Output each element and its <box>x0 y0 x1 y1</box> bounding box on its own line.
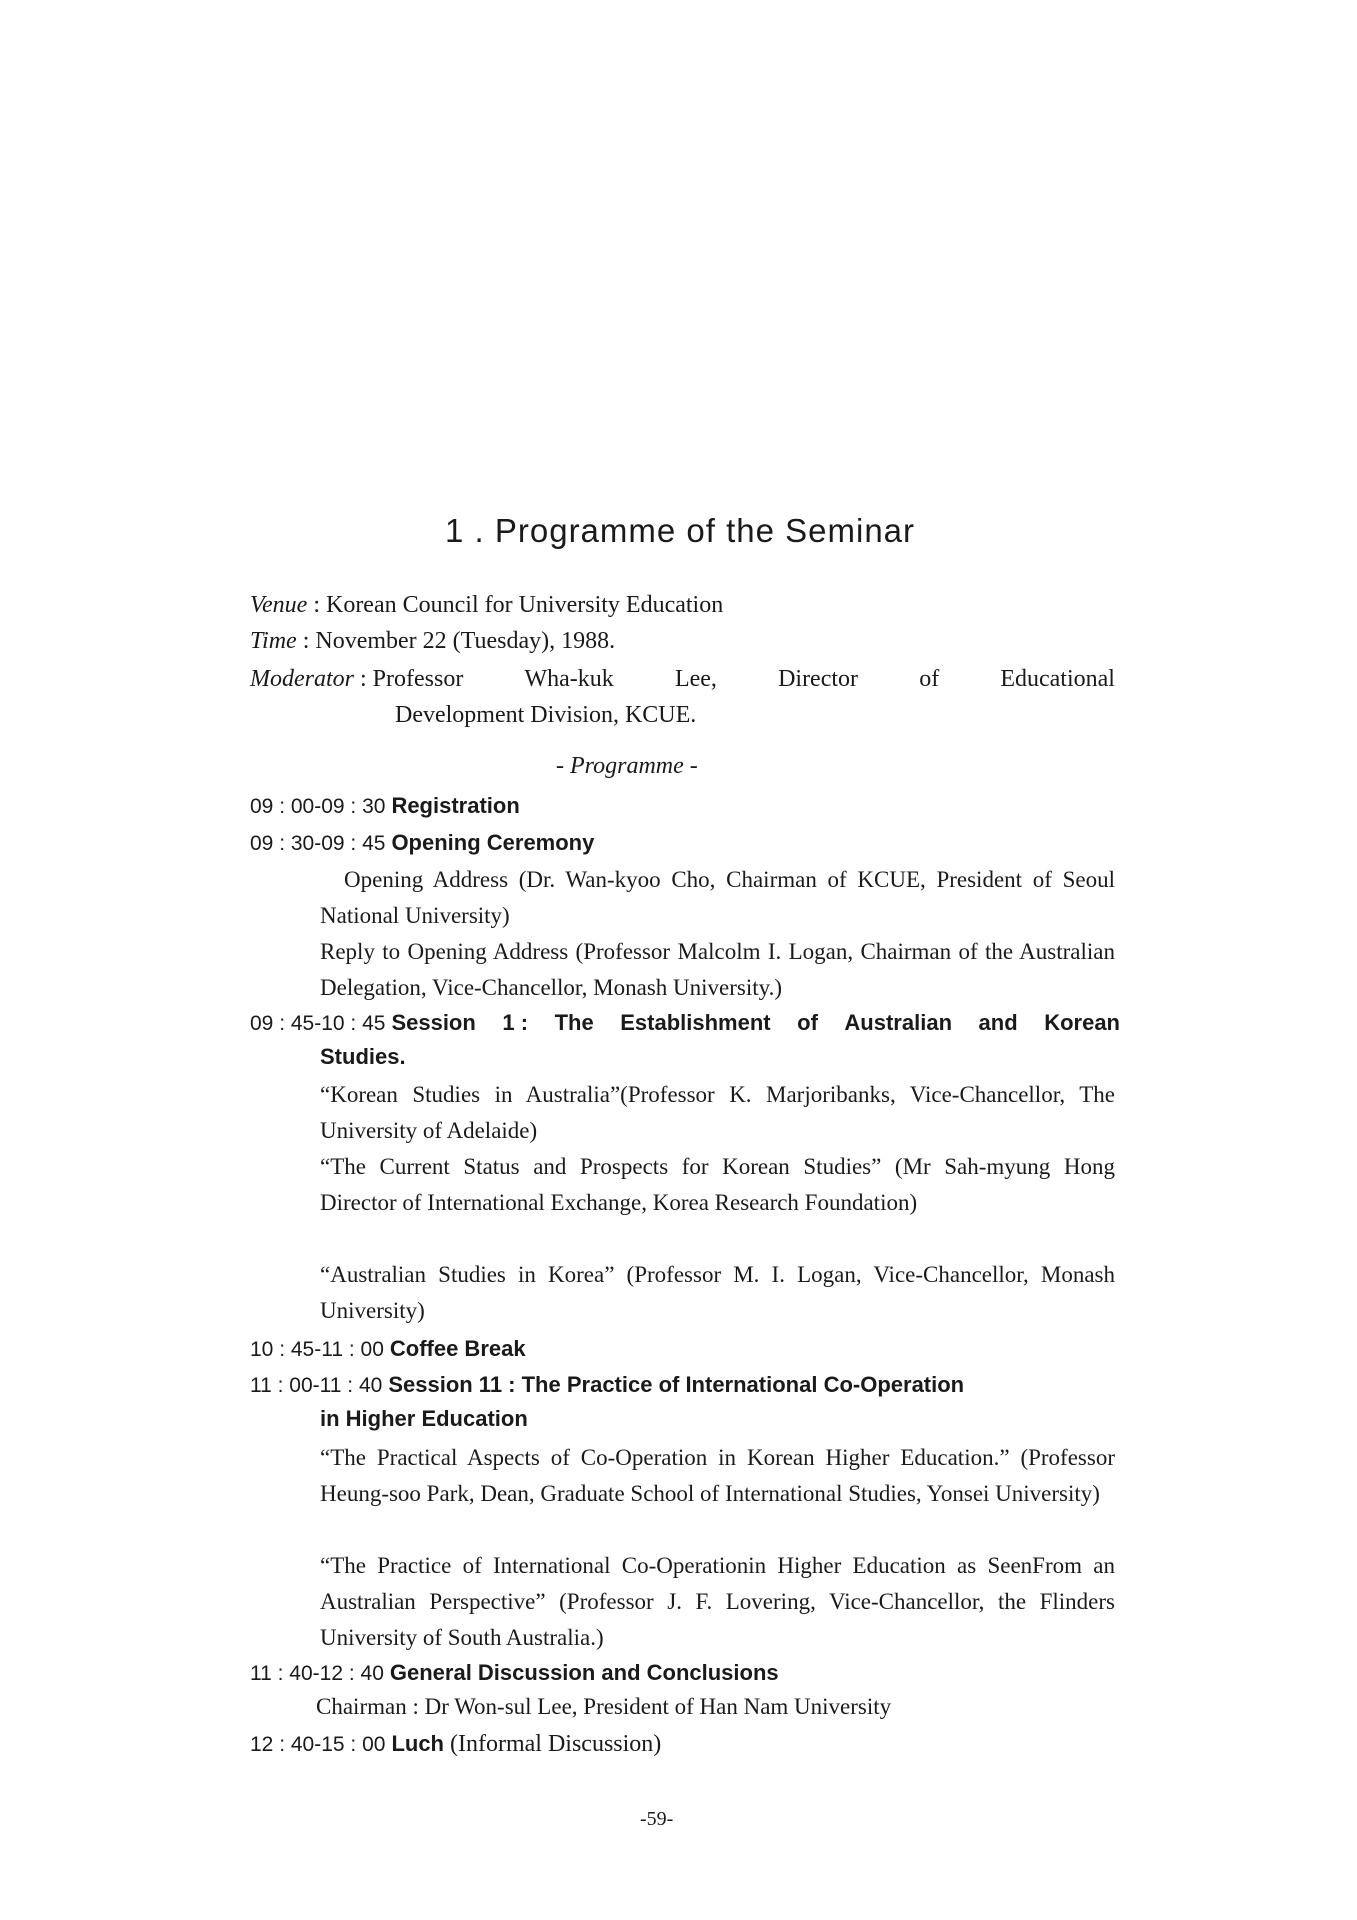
entry-item: “Australian Studies in Korea” (Professor M. I. Logan, Vice-Chancellor, Monash University) <box>320 1262 1115 1323</box>
moderator-continuation: Development Division, KCUE. <box>395 702 697 728</box>
schedule-entry <box>250 791 1120 822</box>
entry-time: 11 : 00-11 : 40 <box>250 1374 383 1397</box>
entry-title: Luch <box>391 1731 444 1756</box>
venue-label: Venue <box>250 592 308 618</box>
moderator-word: Lee, <box>674 666 717 692</box>
entry-title-word: Korean <box>1044 1010 1120 1035</box>
venue-line: Venue : Korean Council for University Education <box>250 592 724 618</box>
time-label: Time <box>250 628 297 654</box>
schedule-entry <box>250 828 1120 859</box>
entry-title: Coffee Break <box>389 1336 526 1361</box>
entry-item: “Korean Studies in Australia”(Professor K. Marjoribanks, Vice-Chancellor, The University of Adelaide) <box>320 1082 1115 1143</box>
schedule-entry <box>250 1370 1120 1401</box>
entry-item: Reply to Opening Address (Professor Malcolm I. Logan, Chairman of the Australian Delegation, Vice-Chancellor, Monash University.) <box>320 939 1115 1000</box>
entry-item: “The Practical Aspects of Co-Operation in Korean Higher Education.” (Professor Heung-soo Park, Dean, Graduate School of International Studies, Yonsei University) <box>320 1445 1115 1506</box>
moderator-word: Educational <box>1000 666 1115 692</box>
entry-time: 10 : 45-11 : 00 <box>250 1338 384 1361</box>
moderator-word: of <box>919 666 940 692</box>
moderator-word: Professor <box>372 666 464 692</box>
entry-title-word: 1 : <box>502 1010 529 1035</box>
schedule-entry <box>250 1334 1120 1365</box>
entry-title-continuation: in Higher Education <box>320 1406 528 1431</box>
entry-time: 09 : 00-09 : 30 <box>250 795 386 818</box>
schedule-entry <box>250 1729 1120 1760</box>
entry-title-word: Session <box>391 1010 476 1035</box>
page-title: 1 . Programme of the Seminar <box>445 512 916 549</box>
entry-title-word: The <box>554 1010 594 1035</box>
moderator-label: Moderator <box>250 666 354 692</box>
entry-title: General Discussion and Conclusions <box>389 1660 779 1685</box>
entry-title: Opening Ceremony <box>391 830 595 855</box>
entry-time: 09 : 30-09 : 45 <box>250 832 386 855</box>
entry-item: “The Practice of International Co-Operationin Higher Education as SeenFrom an Australian Perspective” (Professor J. F. Lovering, Vice-Chancellor, the Flinders University of South Australia.) <box>320 1553 1115 1650</box>
time-value: November 22 (Tuesday), 1988. <box>315 628 616 654</box>
entry-title-word: and <box>978 1010 1018 1035</box>
entry-title-word: of <box>797 1010 818 1035</box>
chairman-line: Chairman : Dr Won-sul Lee, President of Han Nam University <box>316 1694 892 1719</box>
entry-title: Session 11 : The Practice of International Co-Operation <box>388 1372 965 1397</box>
programme-heading: - Programme - <box>556 753 698 779</box>
entry-time: 12 : 40-15 : 00 <box>250 1733 386 1756</box>
entry-note: (Informal Discussion) <box>450 1731 662 1757</box>
entry-title-word: Australian <box>844 1010 953 1035</box>
entry-item: “The Current Status and Prospects for Korean Studies” (Mr Sah-myung Hong Director of International Exchange, Korea Research Foundation) <box>320 1154 1115 1215</box>
entry-time: 11 : 40-12 : 40 <box>250 1662 384 1685</box>
schedule-entry <box>250 1658 1120 1689</box>
entry-title-continuation: Studies. <box>320 1044 406 1069</box>
moderator-line: Moderator : Professor Wha-kuk Lee, Director of Educational <box>250 666 1115 692</box>
entry-title: Registration <box>391 793 520 818</box>
entry-title-word: Establishment <box>620 1010 771 1035</box>
venue-value: Korean Council for University Education <box>325 592 724 618</box>
time-line: Time : November 22 (Tuesday), 1988. <box>250 628 616 654</box>
page-number: -59- <box>640 1808 674 1830</box>
entry-time: 09 : 45-10 : 45 <box>250 1012 386 1035</box>
moderator-word: Wha-kuk <box>524 666 614 692</box>
schedule-entry <box>250 1008 1120 1039</box>
moderator-word: Director <box>778 666 859 692</box>
entry-item: Opening Address (Dr. Wan-kyoo Cho, Chairman of KCUE, President of Seoul National University) <box>320 867 1115 928</box>
